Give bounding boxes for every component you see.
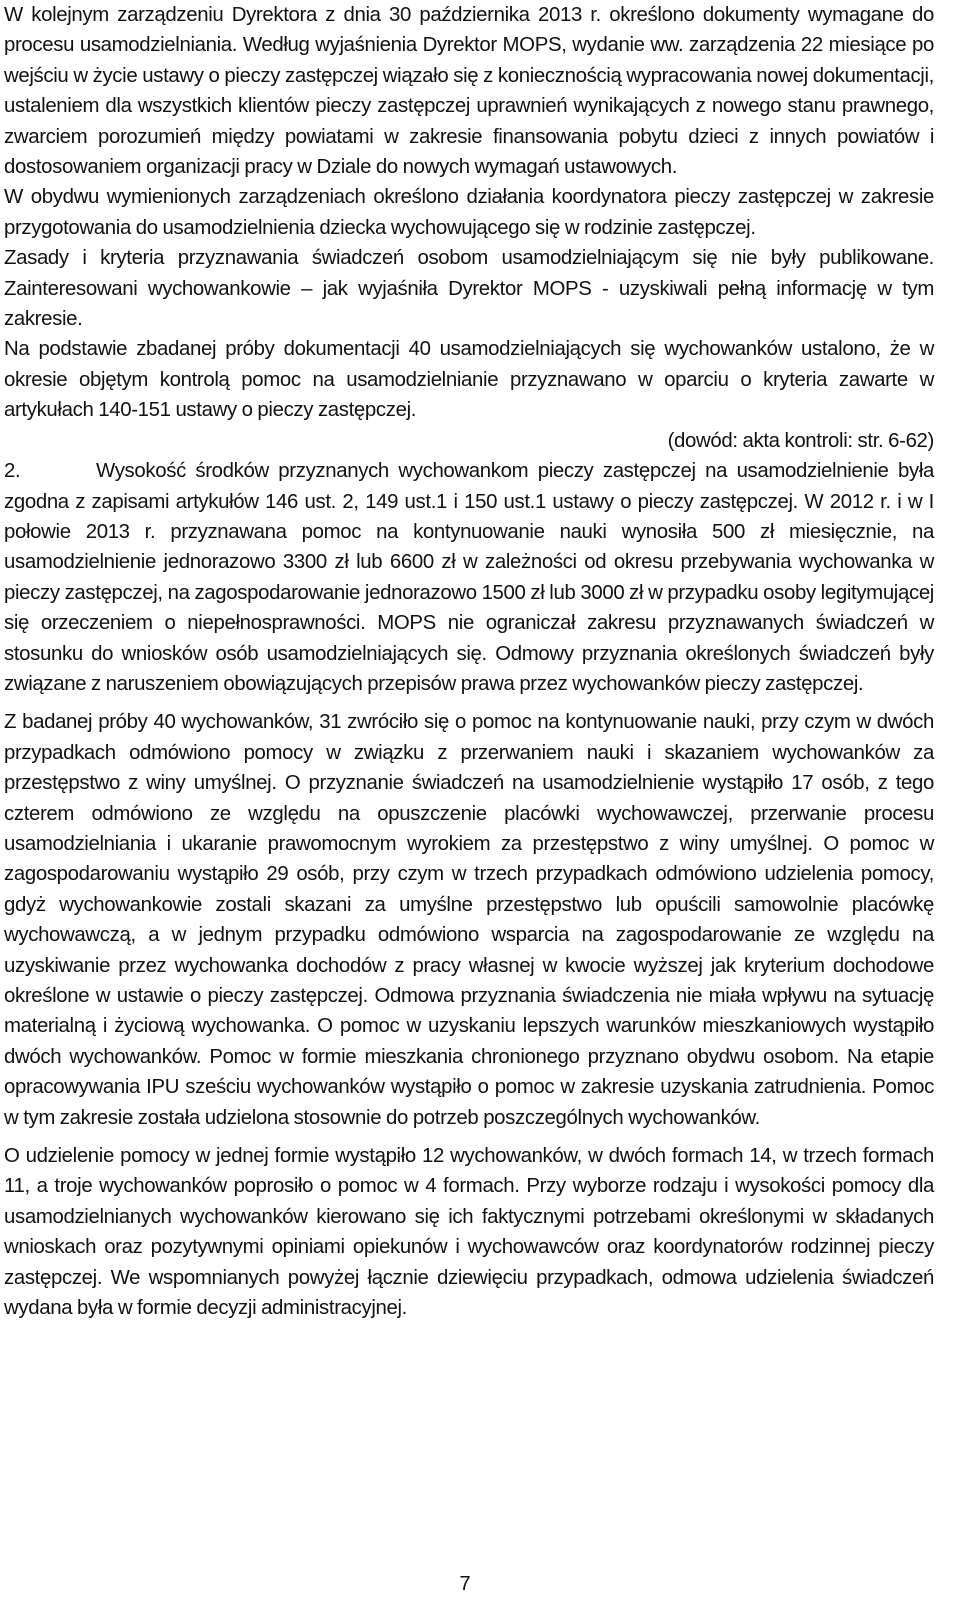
proof-reference: (dowód: akta kontroli: str. 6-62) bbox=[667, 429, 934, 452]
document-page bbox=[4, 0, 934, 1323]
paragraph-sample-findings: Na podstawie zbadanej próby dokumentacji 40 usamodzielniających się wychowanków ustalono, że w okresie objętym kontrolą pomoc na usamodzielnianie przyznawano w oparciu o kryteria zawarte w artykułach 140-151 ustawy o pieczy zastępczej. bbox=[4, 338, 934, 422]
numbered-item-2 bbox=[4, 456, 934, 699]
paragraph-ordinance: W kolejnym zarządzeniu Dyrektora z dnia 30 października 2013 r. określono dokumenty wymagane do procesu usamodzielniania. Według wyjaśnienia Dyrektor MOPS, wydanie ww. zarządzenia 22 miesiące po wejściu w życie ustawy o pieczy zastępczej wiązało się z koniecznością wypracowania nowej dokumentacji, ustaleniem dla wszystkich klientów pieczy zastępczej uprawnień wynikających z nowego stanu prawnego, zwarciem porozumień między powiatami w zakresie finansowania pobytu dzieci z innych powiatów i dostosowaniem organizacji pracy w Dziale do nowych wymagań ustawowych. bbox=[4, 4, 934, 179]
paragraph-coordinator-duties: W obydwu wymienionych zarządzeniach określono działania koordynatora pieczy zastępczej w zakresie przygotowania do usamodzielnienia dziecka wychowującego się w rodzinie zastępczej. bbox=[4, 186, 934, 239]
item-number: 2. bbox=[4, 460, 21, 483]
page-number: 7 bbox=[459, 1573, 471, 1595]
paragraph-sample-details: Z badanej próby 40 wychowanków, 31 zwróciło się o pomoc na kontynuowanie nauki, przy czym w dwóch przypadkach odmówiono pomocy w związku z przerwaniem nauki i skazaniem wychowanków za przestępstwo z winy umyślnej. O przyznanie świadczeń na usamodzielnienie wystąpiło 17 osób, z tego czterem odmówiono ze względu na opuszczenie placówki wychowawczej, przerwanie procesu usamodzielniania i ukaranie prawomocnym wyrokiem za przestępstwo z winy umyślnej. O pomoc w zagospodarowaniu wystąpiło 29 osób, przy czym w trzech przypadkach odmówiono udzielenia pomocy, gdyż wychowankowie zostali skazani za umyślne przestępstwo lub opuścili samowolnie placówkę wychowawczą, a w jednym przypadku odmówiono wsparcia na zagospodarowanie ze względu na uzyskiwanie przez wychowanka dochodów z pracy własnej w kwocie wyższej jak kryterium dochodowe określone w ustawie o pieczy zastępczej. Odmowa przyznania świadczenia nie miała wpływu na sytuację materialną i życiową wychowanka. O pomoc w uzyskaniu lepszych warunków mieszkaniowych wystąpiło dwóch wychowanków. Pomoc w formie mieszkania chronionego przyznano obydwu osobom. Na etapie opracowywania IPU sześciu wychowanków wystąpiło o pomoc w zakresie uzyskania zatrudnienia. Pomoc w tym zakresie została udzielona stosownie do potrzeb poszczególnych wychowanków. bbox=[4, 711, 934, 1129]
item-text: Wysokość środków przyznanych wychowankom pieczy zastępczej na usamodzielnienie była zgodna z zapisami artykułów 146 ust. 2, 149 ust.1 i 150 ust.1 ustawy o pieczy zastępczej. W 2012 r. i w I połowie 2013 r. przyznawana pomoc na kontynuowanie nauki wynosiła 500 zł miesięcznie, na usamodzielnienie jednorazowo 3300 zł lub 6600 zł w zależności od okresu przebywania wychowanka w pieczy zastępczej, na zagospodarowanie jednorazowo 1500 zł lub 3000 zł w przypadku osoby legitymującej się orzeczeniem o niepełnosprawności. MOPS nie ograniczał zakresu przyznawanych świadczeń w stosunku do wniosków osób usamodzielniających się. Odmowy przyznania określonych świadczeń były związane z naruszeniem obowiązujących przepisów prawa przez wychowanków pieczy zastępczej. bbox=[4, 460, 934, 695]
paragraph-forms-of-help: O udzielenie pomocy w jednej formie wystąpiło 12 wychowanków, w dwóch formach 14, w trzech formach 11, a troje wychowanków poprosiło o pomoc w 4 formach. Przy wyborze rodzaju i wysokości pomocy dla usamodzielnianych wychowanków kierowano się ich faktycznymi potrzebami określonymi w składanych wnioskach oraz pozytywnymi opiniami opiekunów i wychowawców oraz koordynatorów rodzinnej pieczy zastępczej. We wspomnianych powyżej łącznie dziewięciu przypadkach, odmowa udzielenia świadczeń wydana była w formie decyzji administracyjnej. bbox=[4, 1145, 934, 1320]
paragraph-criteria: Zasady i kryteria przyznawania świadczeń osobom usamodzielniającym się nie były publikowane. Zainteresowani wychowankowie – jak wyjaśniła Dyrektor MOPS - uzyskiwali pełną informację w tym zakresie. bbox=[4, 247, 934, 331]
